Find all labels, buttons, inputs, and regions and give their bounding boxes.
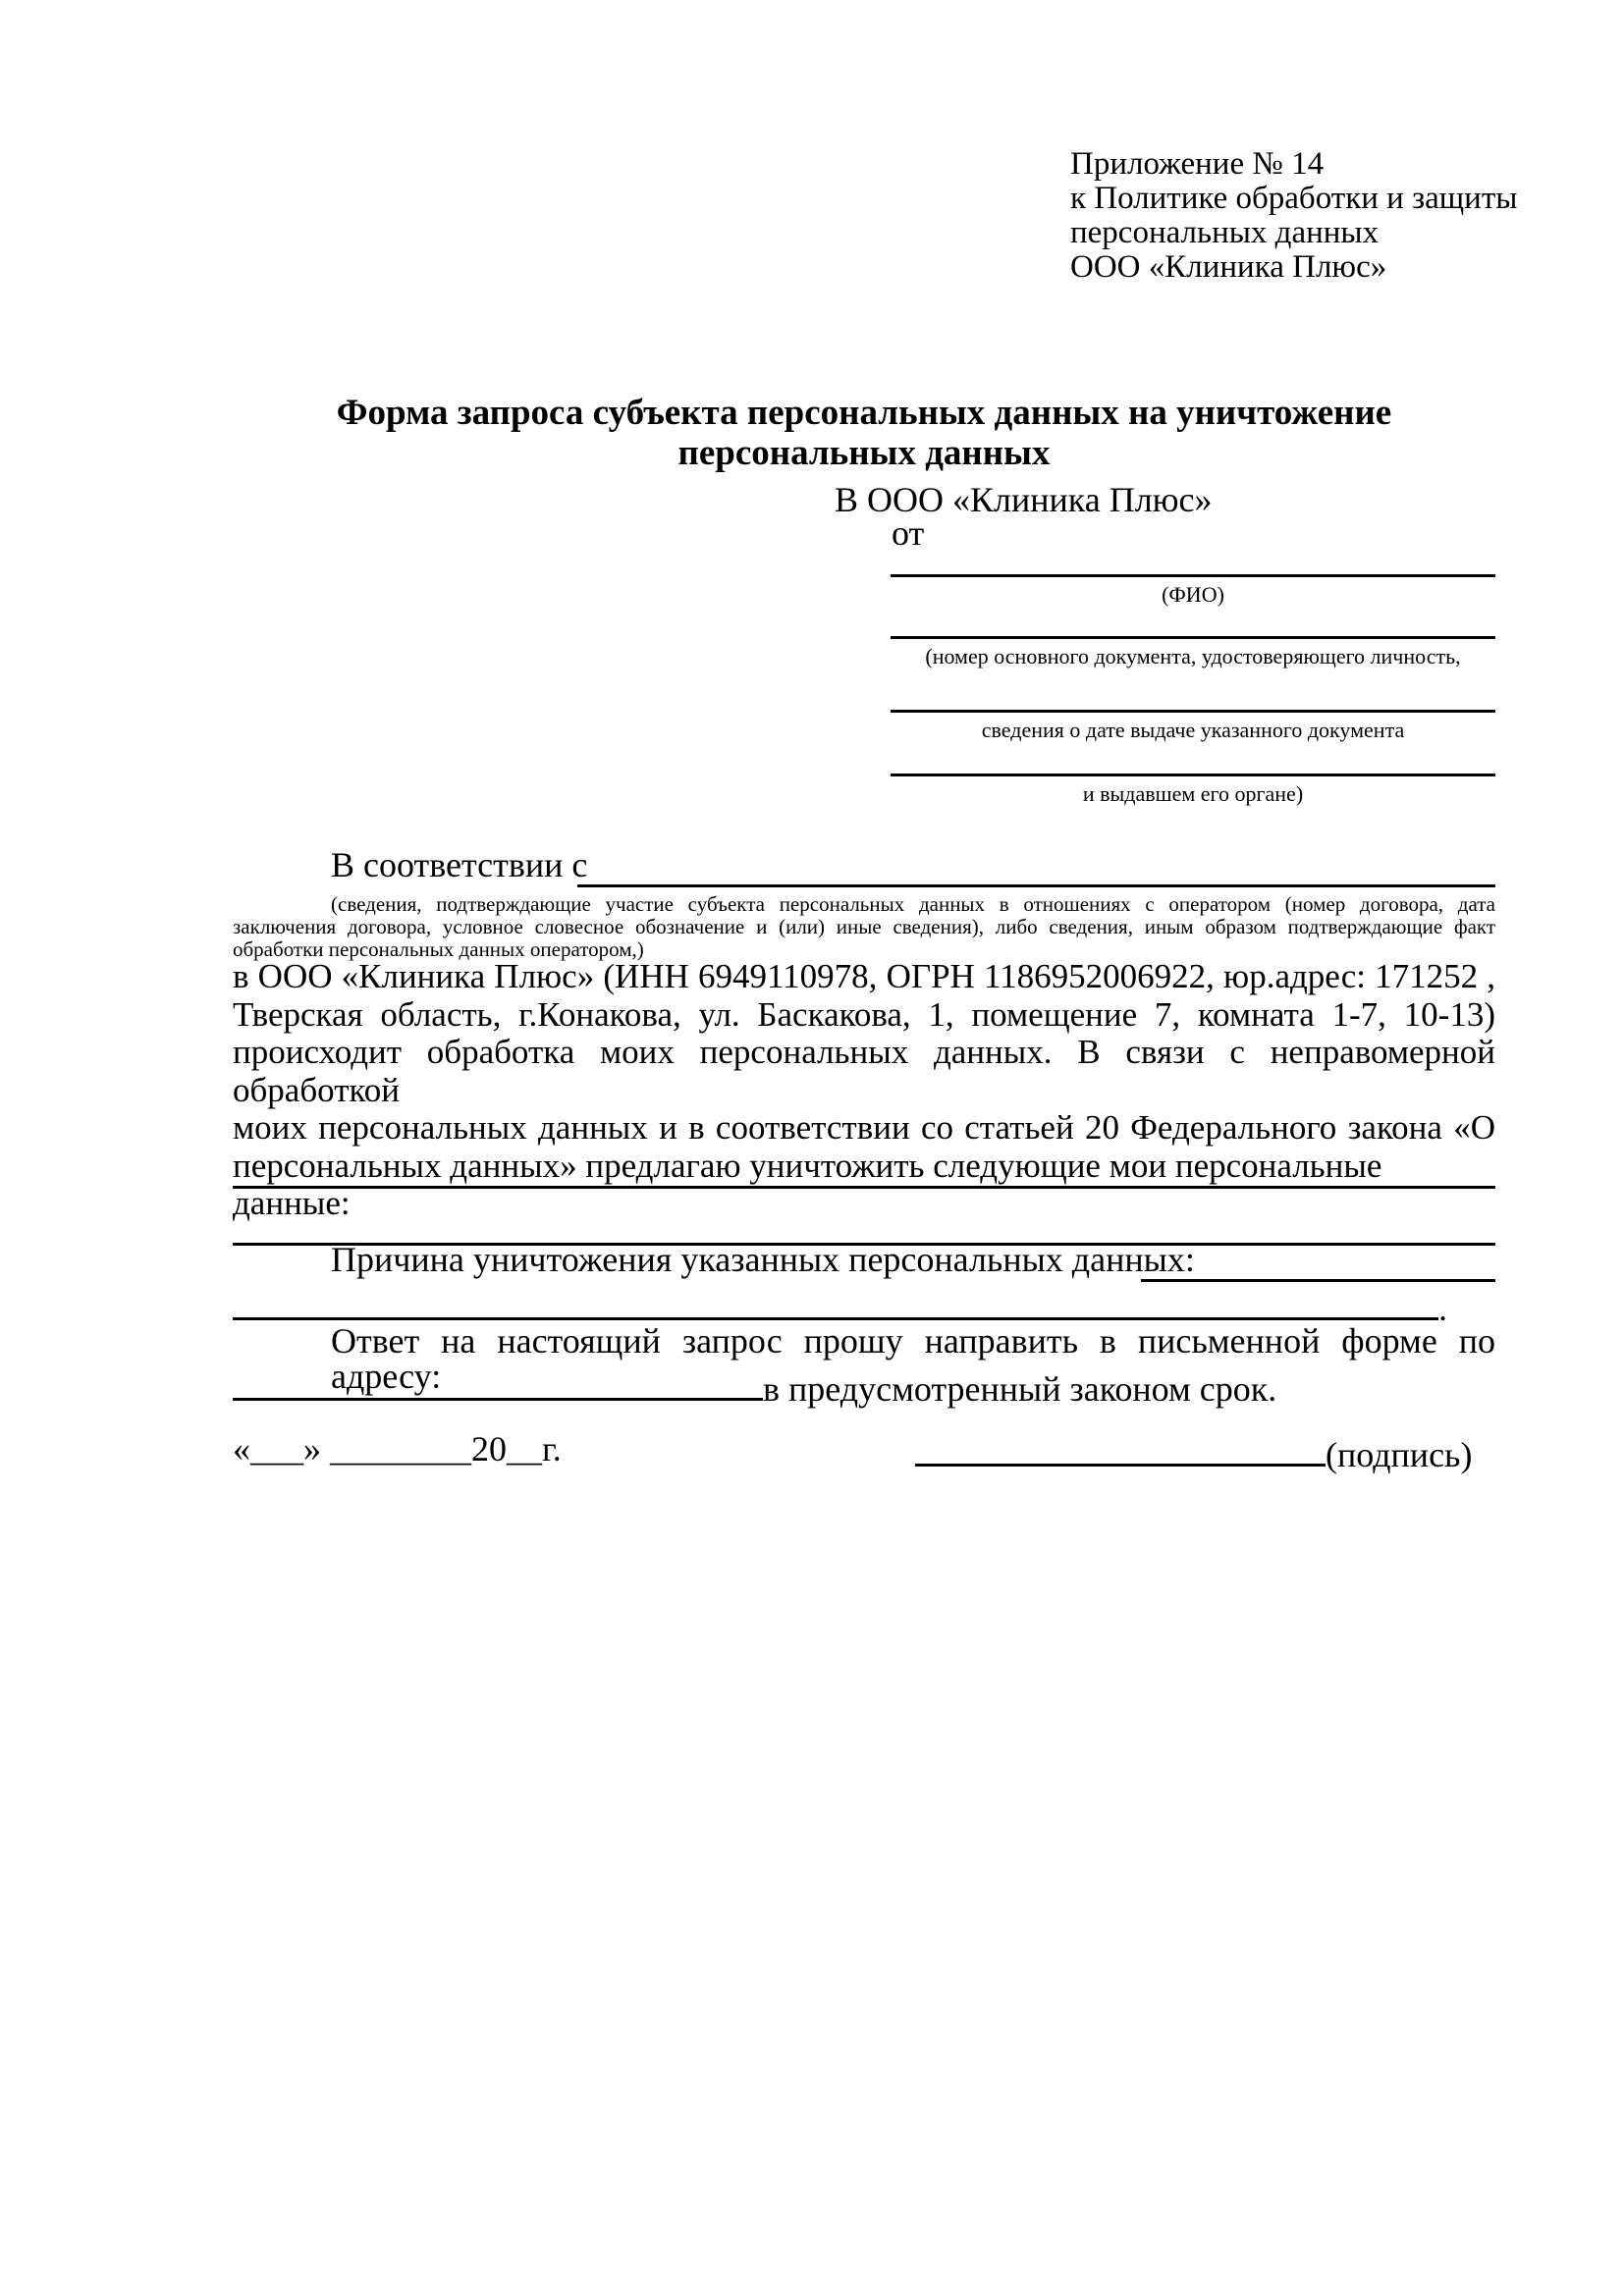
body-line-2: Тверская область, г.Конакова, ул. Баскакова, 1, помещение 7, комната 1-7, 10-13) <box>233 994 1495 1034</box>
accordance-note <box>233 893 1495 961</box>
response-address-fill-line <box>233 1364 763 1401</box>
note-line-1: (сведения, подтверждающие участие субъекта персональных данных в отношениях с оператором (номер договора, дата <box>331 892 1495 916</box>
body-line-5: персональных данных» предлагаю уничтожить следующие мои персональные данные: <box>233 1146 1382 1222</box>
reason-fill-line-1 <box>1141 1279 1495 1282</box>
appendix-line: Приложение № 14 <box>1070 146 1325 182</box>
reason-fill-row-2 <box>233 1284 1447 1326</box>
accordance-prefix: В соответствии с <box>331 845 588 884</box>
body-paragraph <box>233 958 1495 1223</box>
reason-period: . <box>1438 1289 1447 1328</box>
response-suffix: в предусмотренный законом срок. <box>763 1369 1277 1409</box>
signature-row <box>915 1431 1472 1472</box>
appendix-block <box>1070 147 1517 285</box>
reason-fill-line-2 <box>233 1284 1438 1320</box>
appendix-line: ООО «Клиника Плюс» <box>1070 249 1387 285</box>
addressee-line: В ООО «Клиника Плюс» <box>835 480 1213 519</box>
fio-fill-line <box>891 574 1495 577</box>
signature-fill-line <box>915 1431 1326 1467</box>
appendix-line: персональных данных <box>1070 215 1380 250</box>
issue-date-fill-line <box>891 710 1495 713</box>
fio-caption: (ФИО) <box>1162 582 1224 607</box>
issuer-caption: и выдавшем его органе) <box>1082 781 1304 806</box>
body-line-3: происходит обработка моих персональных данных. В связи с неправомерной обработкой <box>233 1033 1495 1109</box>
reason-label: Причина уничтожения указанных персональных данных: <box>331 1240 1195 1279</box>
accordance-fill-line <box>577 884 1495 887</box>
date-placeholder: «___» ________20__г. <box>233 1429 562 1468</box>
document-title <box>233 393 1495 473</box>
issue-date-caption: сведения о дате выдаче указанного документа <box>981 718 1405 742</box>
note-line-2: заключения договора, условное словесное обозначение и (или) иные сведения), либо сведения, иным образом подтверждающие факт <box>233 915 1495 938</box>
document-number-fill-line <box>891 636 1495 639</box>
appendix-line: к Политике обработки и защиты <box>1070 181 1518 216</box>
data-fill-line-1 <box>233 1186 1495 1189</box>
issuer-fill-line <box>891 774 1495 776</box>
title-line-1: Форма запроса субъекта персональных данных на уничтожение <box>336 393 1392 433</box>
document-number-caption: (номер основного документа, удостоверяющего личность, <box>925 644 1461 668</box>
from-label: от <box>892 513 925 553</box>
response-address-row <box>233 1364 1276 1407</box>
body-line-1: в ООО «Клиника Плюс» (ИНН 6949110978, ОГРН 1186952006922, юр.адрес: 171252 , <box>233 957 1495 995</box>
title-line-2: персональных данных <box>677 433 1051 473</box>
body-line-4: моих персональных данных и в соответствии со статьей 20 Федерального закона «О <box>233 1108 1495 1147</box>
response-sentence: Ответ на настоящий запрос прошу направить в письменной форме по адресу: <box>331 1321 1495 1396</box>
signature-caption: (подпись) <box>1326 1435 1473 1474</box>
note-line-3: обработки персональных данных оператором,) <box>233 937 644 961</box>
